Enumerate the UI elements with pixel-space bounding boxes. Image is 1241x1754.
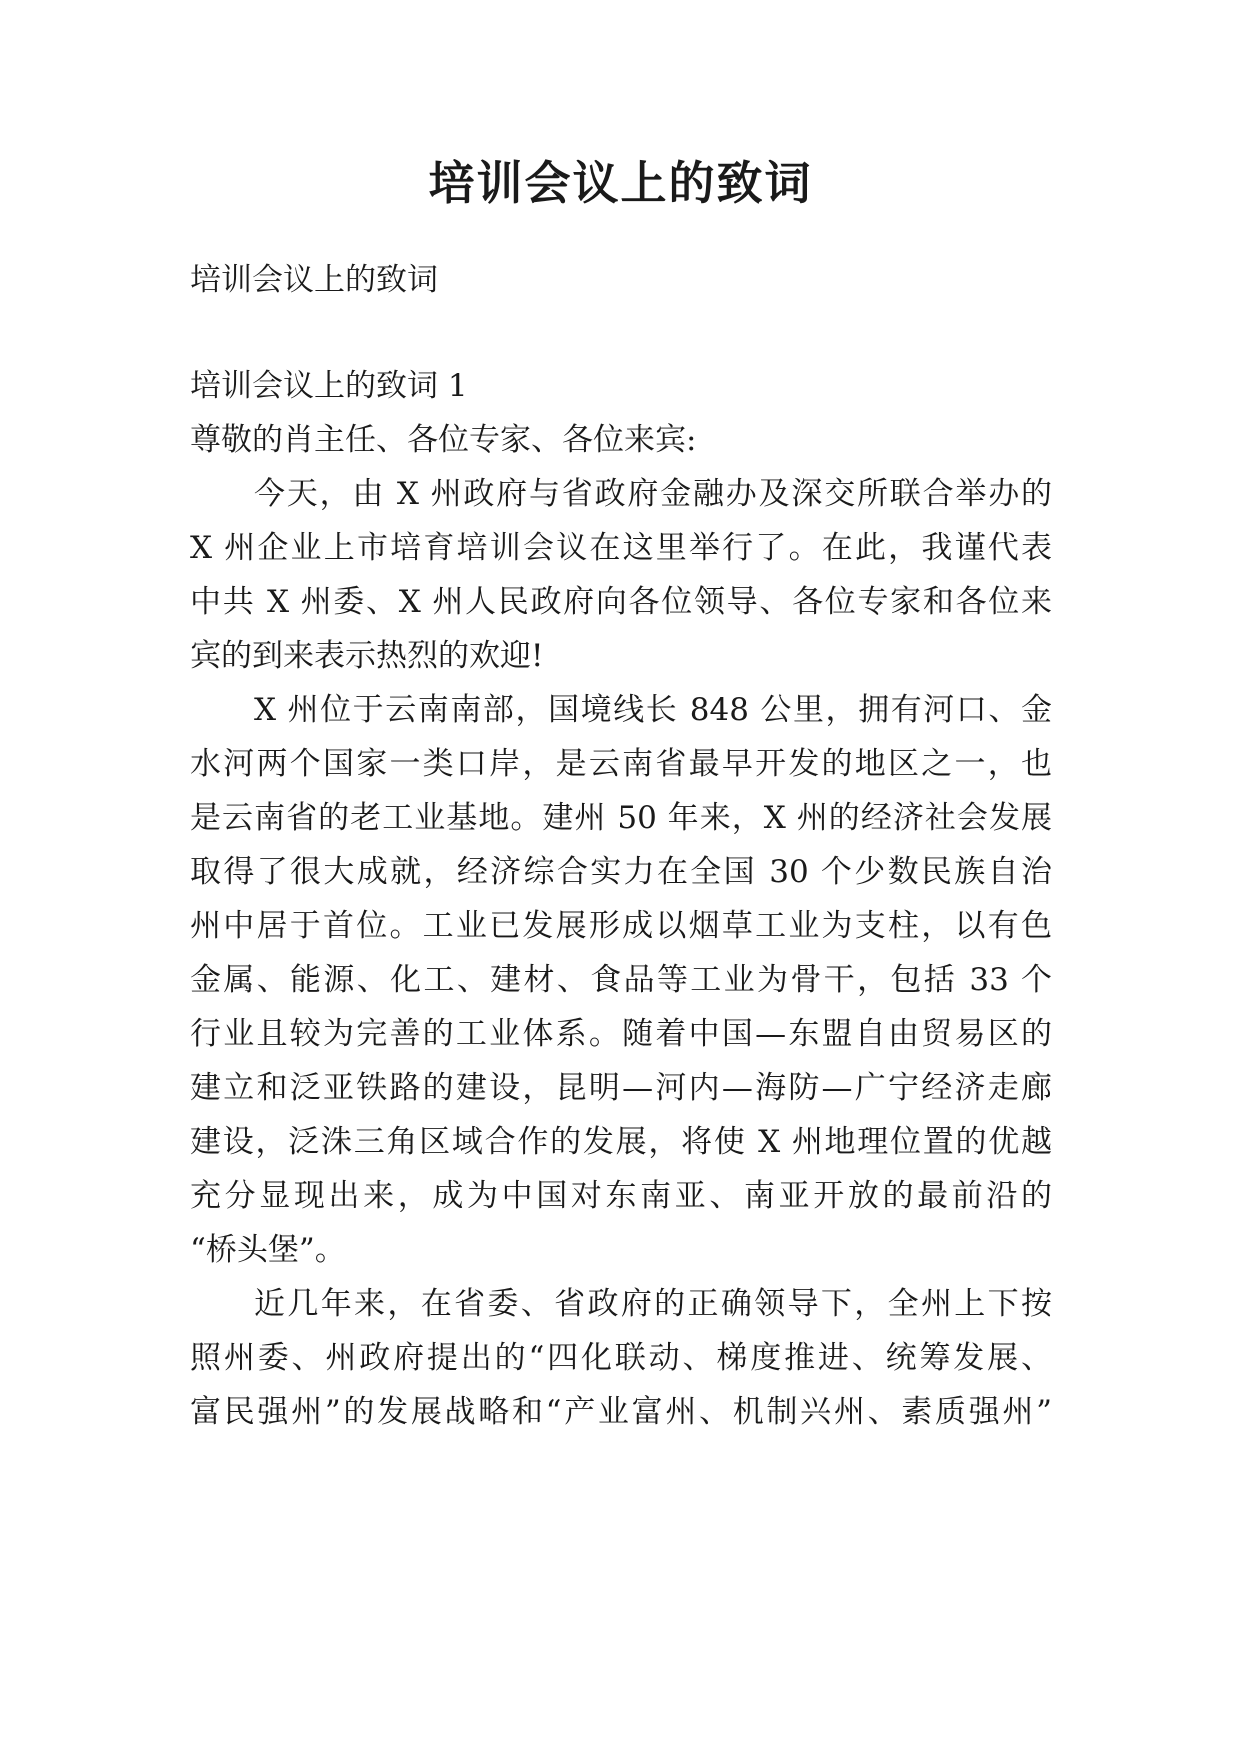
paragraph-3-line-1: 近几年来，在省委、省政府的正确领导下，全州上下按 [254, 1286, 1052, 1322]
paragraph-1-line-1: 今天，由 X 州政府与省政府金融办及深交所联合举办的 [254, 476, 1052, 512]
paragraph-2-line-2: 水河两个国家一类口岸，是云南省最早开发的地区之一，也 [190, 746, 1052, 782]
paragraph-2-line-11: “桥头堡”。 [190, 1232, 346, 1268]
paragraph-3-line-3: 富民强州”的发展战略和“产业富州、机制兴州、素质强州” [190, 1394, 1052, 1430]
section-heading: 培训会议上的致词 1 [190, 368, 468, 404]
paragraph-1-line-4: 宾的到来表示热烈的欢迎! [190, 638, 544, 674]
paragraph-2-line-10: 充分显现出来，成为中国对东南亚、南亚开放的最前沿的 [190, 1178, 1052, 1214]
document-title: 培训会议上的致词 [428, 156, 813, 210]
paragraph-2-line-1: X 州位于云南南部，国境线长 848 公里，拥有河口、金 [254, 692, 1052, 728]
paragraph-1-line-2: X 州企业上市培育培训会议在这里举行了。在此，我谨代表 [190, 530, 1052, 566]
paragraph-2-line-4: 取得了很大成就，经济综合实力在全国 30 个少数民族自治 [190, 854, 1052, 890]
paragraph-2-line-6: 金属、能源、化工、建材、食品等工业为骨干，包括 33 个 [190, 962, 1052, 998]
paragraph-2-line-7: 行业且较为完善的工业体系。随着中国—东盟自由贸易区的 [190, 1016, 1052, 1052]
paragraph-1-line-3: 中共 X 州委、X 州人民政府向各位领导、各位专家和各位来 [190, 584, 1052, 620]
paragraph-3-line-2: 照州委、州政府提出的“四化联动、梯度推进、统筹发展、 [190, 1340, 1052, 1376]
salutation: 尊敬的肖主任、各位专家、各位来宾: [190, 422, 697, 458]
paragraph-2-line-9: 建设，泛洙三角区域合作的发展，将使 X 州地理位置的优越 [190, 1124, 1052, 1160]
paragraph-2-line-3: 是云南省的老工业基地。建州 50 年来，X 州的经济社会发展 [190, 800, 1052, 836]
paragraph-2-line-8: 建立和泛亚铁路的建设，昆明—河内—海防—广宁经济走廊 [190, 1070, 1052, 1106]
paragraph-2-line-5: 州中居于首位。工业已发展形成以烟草工业为支柱，以有色 [190, 908, 1052, 944]
document-subtitle: 培训会议上的致词 [190, 262, 438, 298]
